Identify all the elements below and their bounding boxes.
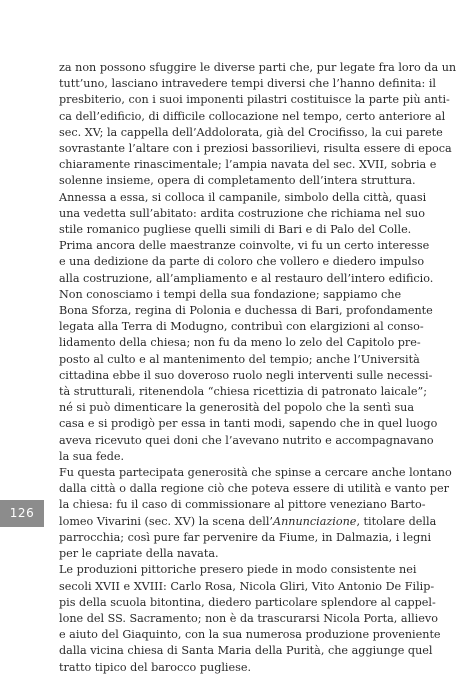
page-number: 126: [9, 506, 35, 520]
text-line: Bona Sforza, regina di Polonia e duchessa di Bari, profondamente: [59, 304, 433, 318]
text-line: lone del SS. Sacramento; non è da trascurarsi Nicola Porta, allievo: [59, 611, 438, 625]
text-line: casa e si prodigò per essa in tanti modi, sapendo che in quel luogo: [59, 417, 438, 431]
text-line-with-italic: [59, 514, 437, 530]
text-line: presbiterio, con i suoi imponenti pilastri costituisce la parte più anti-: [59, 93, 450, 107]
text-line: sovrastante l’altare con i preziosi bassorilievi, risulta essere di epoca: [59, 142, 452, 156]
italic-title: Annunciazione: [272, 514, 357, 528]
text-line: parrocchia; così pure far pervenire da Fiume, in Dalmazia, i legni: [59, 530, 432, 544]
text-line: Fu questa partecipata generosità che spinse a cercare anche lontano: [59, 466, 452, 480]
text-line: alla costruzione, all’ampliamento e al restauro dell’intero edificio.: [59, 271, 434, 285]
line-text: , titolare della: [356, 514, 437, 528]
text-line: Le produzioni pittoriche presero piede in modo consistente nei: [59, 563, 417, 577]
text-line: sec. XV; la cappella dell’Addolorata, già del Crocifisso, la cui parete: [59, 125, 443, 139]
text-line: e aiuto del Giaquinto, con la sua numerosa produzione proveniente: [59, 628, 441, 642]
text-line: Non conosciamo i tempi della sua fondazione; sappiamo che: [59, 287, 402, 301]
text-line: chiaramente rinascimentale; l’ampia navata del sec. XVII, sobria e: [59, 158, 437, 172]
text-line: né si può dimenticare la generosità del popolo che la sentì sua: [59, 401, 415, 415]
text-line: tratto tipico del barocco pugliese.: [59, 660, 252, 674]
page-number-tab: [0, 500, 44, 527]
text-line: lidamento della chiesa; non fu da meno lo zelo del Capitolo pre-: [59, 336, 421, 350]
text-line: e una dedizione da parte di coloro che vollero e diedero impulso: [59, 255, 425, 269]
text-line: cittadina ebbe il suo doveroso ruolo negli interventi sulle necessi-: [59, 368, 433, 382]
text-line: una vedetta sull’abitato: ardita costruzione che richiama nel suo: [59, 206, 425, 220]
text-line: per le capriate della navata.: [59, 547, 219, 561]
text-line: legata alla Terra di Modugno, contribuì con elargizioni al conso-: [59, 320, 424, 334]
text-line: Prima ancora delle maestranze coinvolte, vi fu un certo interesse: [59, 239, 430, 253]
line-text: lomeo Vivarini (sec. XV) la scena dell’: [59, 514, 273, 528]
text-line: posto al culto e al mantenimento del tempio; anche l’Università: [59, 352, 420, 366]
text-line: ca dell’edificio, di difficile collocazione nel tempo, certo anteriore al: [59, 109, 446, 123]
text-line: stile romanico pugliese quelli simili di Bari e di Palo del Colle.: [59, 223, 412, 237]
text-line: tà strutturali, ritenendola “chiesa ricettizia di patronato laicale”;: [59, 385, 428, 399]
text-line: dalla vicina chiesa di Santa Maria della Purità, che aggiunge quel: [59, 644, 433, 658]
text-line: la chiesa: fu il caso di commissionare al pittore veneziano Barto-: [59, 498, 426, 512]
text-line: solenne insieme, opera di completamento dell’intera struttura.: [59, 174, 416, 188]
text-line: aveva ricevuto quei doni che l’avevano nutrito e accompagnavano: [59, 433, 434, 447]
text-line: la sua fede.: [59, 449, 125, 463]
text-line: tutt’uno, lasciano intravedere tempi diversi che l’hanno definita: il: [59, 77, 437, 91]
text-line: dalla città o dalla regione ciò che poteva essere di utilità e vanto per: [59, 482, 449, 496]
text-line: pis della scuola bitontina, diedero particolare splendore al cappel-: [59, 595, 436, 609]
body-text: [59, 60, 456, 676]
text-line: secoli XVII e XVIII: Carlo Rosa, Nicola Gliri, Vito Antonio De Filip-: [59, 579, 435, 593]
text-line: za non possono sfuggire le diverse parti che, pur legate fra loro da un: [59, 61, 456, 74]
text-line: Annessa a essa, si colloca il campanile, simbolo della città, quasi: [59, 190, 427, 204]
